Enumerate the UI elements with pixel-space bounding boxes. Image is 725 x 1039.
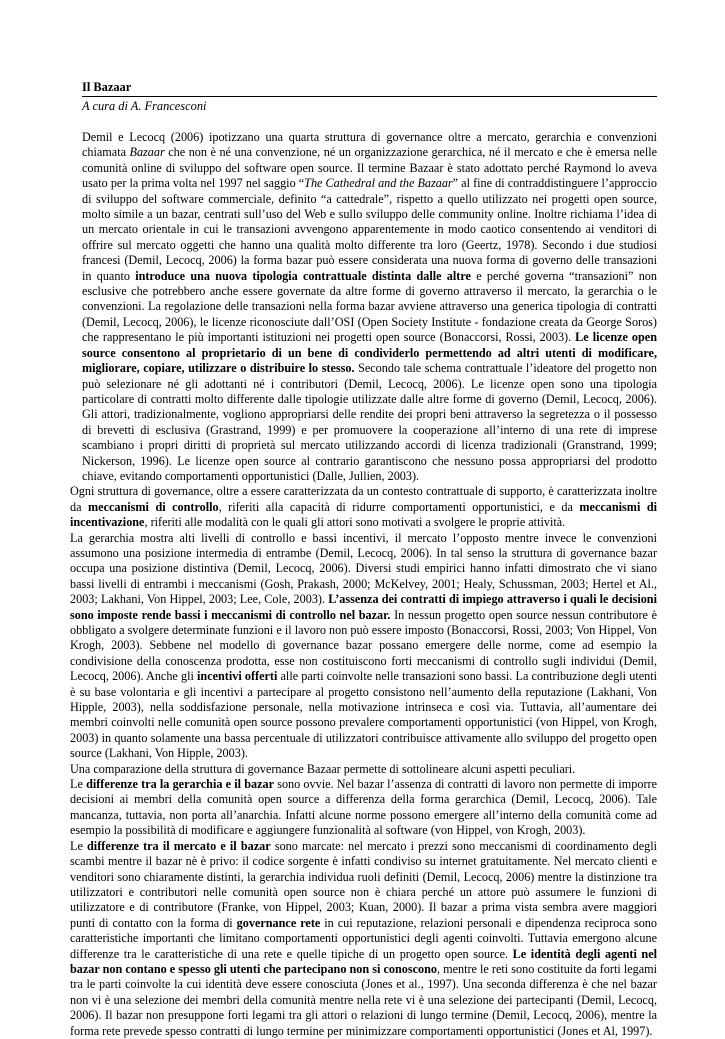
bold-text: meccanismi di controllo	[88, 499, 219, 514]
paragraph	[70, 839, 657, 1039]
bold-text: introduce una nuova tipologia contrattuale distinta dalle altre	[135, 268, 471, 283]
text-run: sono marcate: nel mercato i prezzi sono meccanismi di coordinamento degli scambi mentre il bazar nè è privo: il codice sorgente è infatti condiviso su internet gratuitamente. Nel mercato clienti e venditori sono chiaramente distinti, la gerarchia individua ruoli definiti (Demil, Lecocq, 2006) mentre la distinzione tra utilizzatori e contributori nelle comunità open source non è chiara perché un attore può assumere le funzioni di utilizzatore e di contributore (Franke, von Hippel, 2003; Kuan, 2000). Il bazar a prima vista sembra avere maggiori punti di contatto con la forma di	[70, 838, 657, 930]
text-run: e perché governa “transazioni” non esclusive che potrebbero anche essere governate da altre forme di governo attraverso il mercato, la gerarchia o le convenzioni. La regolazione delle transazioni nella forma bazar avviene attraverso una generica tipologia di contratti (Demil, Lecocq, 2006), le licenze riconosciute dall’OSI (Open Society Institute - fondazione creata da George Soros) che rappresentano le più importanti istituzioni nei progetti open source (Bonaccorsi, Rossi, 2003).	[82, 268, 657, 345]
text-run: Ogni struttura di governance, oltre a essere caratterizzata da un contesto contrattuale di supporto, è caratterizzata inoltre da	[70, 484, 657, 514]
bold-text: governance rete	[236, 915, 321, 930]
bold-text: L’assenza dei contratti di impiego attraverso i quali le decisioni sono imposte rende bassi i meccanismi di controllo nel bazar.	[70, 592, 657, 622]
paragraph	[82, 130, 657, 484]
document-title: Il Bazaar	[82, 80, 132, 94]
bold-text: incentivi offerti	[197, 669, 278, 684]
text-run: , riferiti alla capacità di ridurre comportamenti opportunistici, e da	[218, 499, 580, 514]
text-run: in cui reputazione, relazioni personali e dipendenza reciproca sono caratteristiche importanti che limitano comportamenti opportunistici degli agenti coinvolti. Tuttavia emergono alcune differenze tra le caratteristiche di una rete e quelle tipiche di un progetto open source.	[70, 915, 657, 961]
italic-text: Bazaar	[129, 145, 165, 160]
text-run: , riferiti alle modalità con le quali gli attori sono motivati a svolgere le proprie attività.	[144, 515, 566, 530]
document-page	[70, 80, 658, 1039]
document-body	[70, 130, 658, 1039]
text-run: , mentre le reti sono costituite da forti legami tra le parti coinvolte la cui identità deve essere conosciuta (Jones et al., 1997). Una seconda differenza è che nel bazar non vi è una selezione dei membri della comunità mentre nella rete vi è una selezione dei partecipanti (Demil, Lecocq, 2006). Il bazar non presuppone forti legami tra gli attori o relazioni di lungo termine (Demil, Lecocq, 2006), mentre la forma rete prevede spesso contratti di lungo termine per minimizzare comportamenti opportunistici (Jones et Al, 1997).	[70, 961, 657, 1038]
text-run: alle parti coinvolte nelle transazioni sono bassi. La contribuzione degli utenti è su base volontaria e gli incentivi a partecipare al progetto consistono nell’aumento della reputazione (Lakhani, Von Hipple, 2003), nella soddisfazione personale, nella motivazione intrinseca e così via. Tuttavia, all’aumentare dei membri coinvolti nelle comunità open source possono prevalere comportamenti opportunistici (von Hippel, von Krogh, 2003) in quanto solamente una bassa percentuale di utilizzatori contribuisce attivamente allo sviluppo del progetto open source (Lakhani, Von Hipple, 2003).	[70, 669, 657, 761]
bold-text: Le identità degli agenti nel bazar non contano e spesso gli utenti che partecipano non si conoscono	[70, 946, 658, 976]
paragraph	[70, 484, 657, 530]
italic-text: The Cathedral and the Bazaar	[304, 176, 453, 191]
bold-text: differenze tra la gerarchia e il bazar	[86, 777, 274, 792]
document-subtitle: A cura di A. Francesconi	[82, 99, 207, 113]
text-run: In nessun progetto open source nessun contributore è obbligato a svolgere determinate funzioni e il lavoro non può essere imposto (Bonaccorsi, Rossi, 2003; Von Hippel, Von Krogh, 2003). Sebbene nel modello di governance bazar possano emergere delle norme, come ad esempio la condivisione della conoscenza prodotta, esse non costituiscono forti meccanismi di controllo sugli individui (Demil, Lecocq, 2006). Anche gli	[70, 607, 657, 684]
text-run: Le	[70, 838, 88, 853]
text-run: sono ovvie. Nel bazar l’assenza di contratti di lavoro non permette di imporre decisioni ai membri della comunità open source a differenza della forma gerarchica (Demil, Lecocq, 2006). Tale mancanza, tuttavia, non porta all’anarchia. Infatti alcune norme possono emergere all’interno della comunità come ad esempio la possibilità di modificare e aggiungere funzionalità al software (von Hippel, von Krogh, 2003).	[70, 777, 658, 838]
text-run: ” al fine di contraddistinguere l’approccio di sviluppo del software commerciale, definito “a cattedrale”, rispetto a quello utilizzato nei progetti open source, molto simile a un bazar, centrati sull’uso del Web e sullo sviluppo delle community online. Inoltre richiama l’idea di un mercato orientale in cui le transazioni avvengono apparentemente in modo caotico consentendo ai venditori di offrire sul mercato oggetti che hanno una qualità molto differente tra loro (Geertz, 1978). Secondo i due studiosi francesi (Demil, Lecocq, 2006) la forma bazar può essere considerata una nuova forma di governo delle transazioni in quanto	[82, 176, 657, 283]
bold-text: Le licenze open source consentono al proprietario di un bene di condividerlo permettendo ad altri utenti di modificare, migliorare, copiare, utilizzare o distribuire lo stesso.	[82, 330, 657, 376]
text-run: che non è né una convenzione, né un organizzazione gerarchica, né il mercato e che è emersa nelle comunità online di sviluppo del software open source. Il termine Bazaar è stato adottato perché Raymond lo aveva usato per la prima volta nel 1997 nel saggio “	[82, 145, 658, 191]
text-run: Secondo tale schema contrattuale l’ideatore del progetto non può selezionare né gli adottanti né i contributori (Demil, Lecocq, 2006). Le licenze open sono una tipologia particolare di contratti molto differente dalle tipologie utilizzate dalle altre forme di governo (Demil, Lecocq, 2006). Gli attori, tradizionalmente, vogliono appropriarsi delle rendite dei propri beni attraverso la segretezza o il possesso di brevetti di esclusiva (Grastrand, 1999) e per promuovere la cooperazione all’interno di una rete di imprese scambiano i propri diritti di proprietà sul mercato utilizzando accordi di licenza tradizionali (Granstrand, 1999; Nickerson, 1996). Le licenze open source al contrario garantiscono che nessuno possa appropriarsi del prodotto chiave, evitando comportamenti opportunistici (Dalle, Jullien, 2003).	[82, 361, 658, 483]
bold-text: meccanismi di incentivazione	[70, 499, 657, 530]
text-run: Le	[70, 777, 87, 792]
text-run: La gerarchia mostra alti livelli di controllo e bassi incentivi, il mercato l’opposto mentre invece le convenzioni assumono una posizione intermedia di entrambe (Demil, Lecocq, 2006). In tal senso la struttura di governance bazar occupa una posizione distintiva (Demil, Lecocq, 2006). Diversi studi empirici hanno infatti dimostrato che vi siano bassi livelli di entrambi i meccanismi (Gosh, Prakash, 2000; McKelvey, 2001; Healy, Schussman, 2003; Hertel et Al., 2003; Lakhani, Von Hippel, 2003; Lee, Cole, 2003).	[70, 530, 657, 607]
paragraph	[70, 531, 657, 762]
title-rule	[82, 96, 657, 97]
bold-text: differenze tra il mercato e il bazar	[87, 838, 271, 853]
text-run: Una comparazione della struttura di governance Bazaar permette di sottolineare alcuni aspetti peculiari.	[70, 761, 576, 776]
text-run: Demil e Lecocq (2006) ipotizzano una quarta struttura di governance oltre a mercato, gerarchia e convenzioni chiamata	[82, 130, 657, 160]
paragraph	[70, 762, 657, 777]
paragraph	[70, 777, 657, 839]
